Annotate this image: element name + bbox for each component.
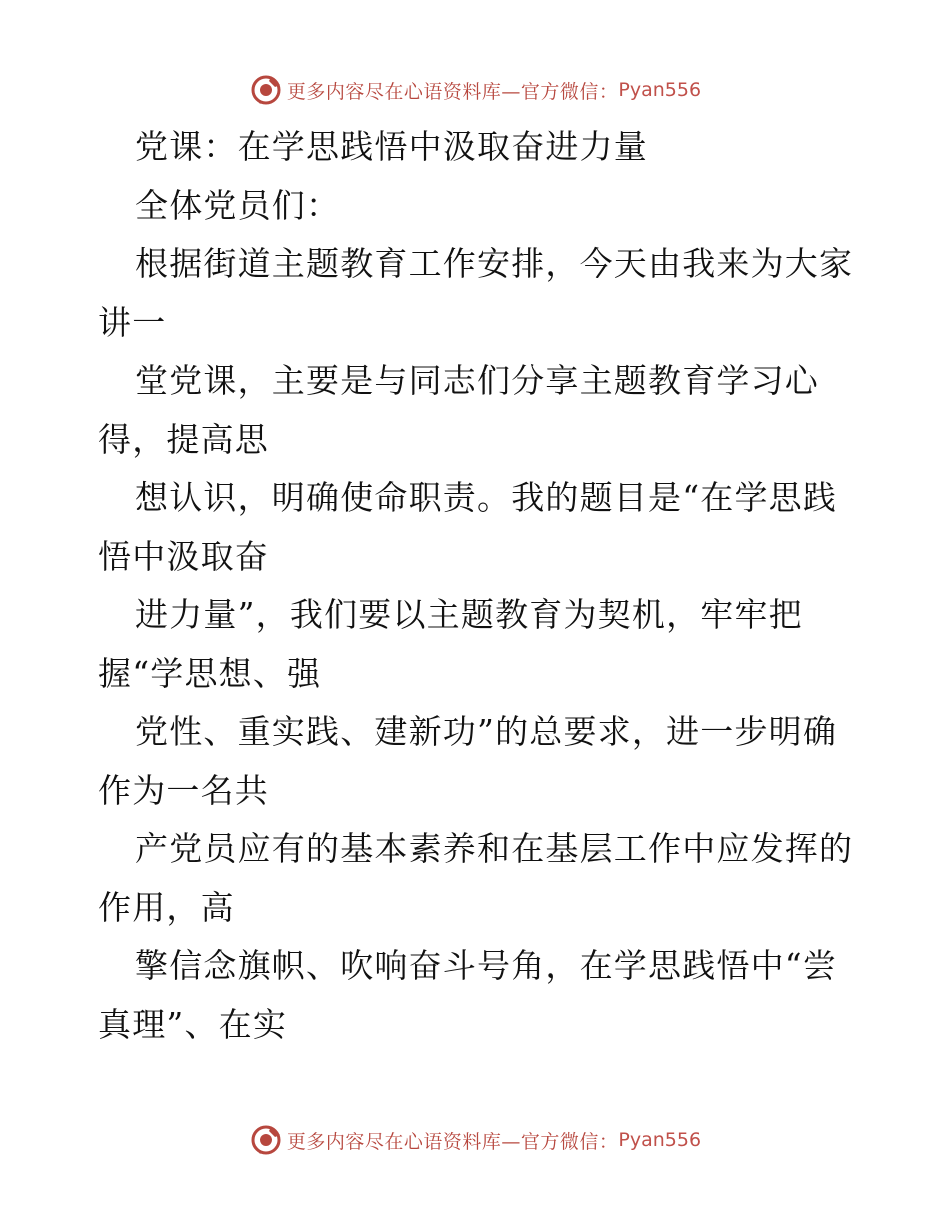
seal-logo-icon <box>249 73 283 107</box>
seal-logo-icon <box>249 1123 283 1157</box>
paragraph-line: 党性、重实践、建新功”的总要求，进一步明确 <box>135 712 838 751</box>
paragraph-line: 作用，高 <box>98 887 235 927</box>
watermark-text: 更多内容尽在心语资料库—官方微信： <box>286 1130 619 1153</box>
salutation: 全体党员们： <box>135 185 341 225</box>
document-title: 党课：在学思践悟中汲取奋进力量 <box>135 127 648 166</box>
watermark-text: 更多内容尽在心语资料库—官方微信： <box>286 80 619 103</box>
paragraph-line: 得，提高思 <box>98 419 269 459</box>
watermark-handle: Pyan556 <box>618 1129 702 1151</box>
paragraph-line: 握“学思想、强 <box>98 653 322 693</box>
footer-watermark <box>0 1122 950 1158</box>
paragraph-line: 想认识，明确使命职责。我的题目是“在学思践 <box>135 478 838 517</box>
watermark-handle: Pyan556 <box>618 79 702 101</box>
paragraph-line: 堂党课，主要是与同志们分享主题教育学习心 <box>135 361 819 400</box>
paragraph-line: 真理”、在实 <box>98 1004 288 1044</box>
paragraph-line: 作为一名共 <box>98 770 269 810</box>
paragraph-line: 产党员应有的基本素养和在基层工作中应发挥的 <box>135 829 854 868</box>
paragraph-line: 根据街道主题教育工作安排，今天由我来为大家 <box>135 244 854 283</box>
paragraph-line: 悟中汲取奋 <box>98 536 269 576</box>
paragraph-line: 讲一 <box>98 302 167 342</box>
paragraph-line: 擎信念旗帜、吹响奋斗号角，在学思践悟中“尝 <box>135 946 838 985</box>
paragraph-line: 进力量”，我们要以主题教育为契机，牢牢把 <box>135 595 803 634</box>
document-body <box>98 118 858 1054</box>
header-watermark <box>0 72 950 108</box>
